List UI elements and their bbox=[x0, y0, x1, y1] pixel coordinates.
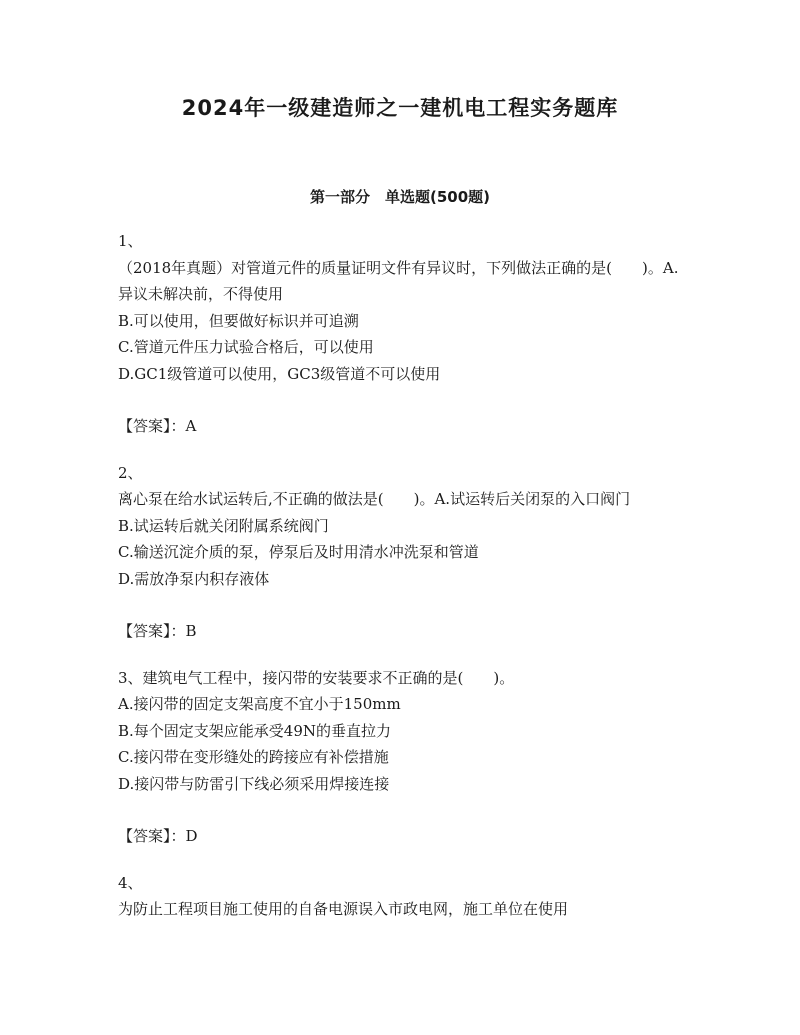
option-c: C.输送沉淀介质的泵，停泵后及时用清水冲洗泵和管道 bbox=[118, 543, 479, 561]
option-d: D.接闪带与防雷引下线必须采用焊接连接 bbox=[118, 774, 390, 793]
question-number: 4、 bbox=[118, 873, 143, 892]
option-b: B.每个固定支架应能承受49N的垂直拉力 bbox=[118, 721, 392, 740]
question-2 bbox=[118, 460, 688, 645]
section-title: 第一部分 单选题(500题) bbox=[309, 188, 491, 206]
answer-line bbox=[118, 618, 688, 645]
question-list bbox=[118, 228, 688, 923]
question-stem: 离心泵在给水试运转后,不正确的做法是( )。A.试运转后关闭泵的入口阀门 bbox=[118, 490, 631, 508]
document-title: 2024年一级建造师之一建机电工程实务题库 bbox=[181, 96, 619, 120]
question-stem: （2018年真题）对管道元件的质量证明文件有异议时，下列做法正确的是( )。A.异议未解决前，不得使用 bbox=[118, 258, 679, 303]
option-d: D.需放净泵内积存液体 bbox=[118, 569, 270, 588]
option-c: C.管道元件压力试验合格后，可以使用 bbox=[118, 338, 374, 356]
answer-label: 【答案】： bbox=[118, 827, 186, 845]
answer-value: B bbox=[185, 622, 197, 640]
question-number: 3、 bbox=[118, 668, 143, 687]
question-stem: 为防止工程项目施工使用的自备电源误入市政电网，施工单位在使用 bbox=[118, 900, 569, 918]
question-4 bbox=[118, 870, 688, 923]
answer-value: A bbox=[185, 417, 197, 435]
question-1 bbox=[118, 228, 688, 440]
option-d: D.GC1级管道可以使用，GC3级管道不可以使用 bbox=[118, 364, 441, 383]
question-3 bbox=[118, 665, 688, 850]
answer-value: D bbox=[185, 827, 198, 845]
answer-label: 【答案】： bbox=[118, 417, 186, 435]
option-b: B.可以使用，但要做好标识并可追溯 bbox=[118, 311, 359, 330]
option-a: A.接闪带的固定支架高度不宜小于150mm bbox=[118, 695, 401, 713]
option-c: C.接闪带在变形缝处的跨接应有补偿措施 bbox=[118, 748, 389, 766]
question-number: 2、 bbox=[118, 463, 143, 482]
question-stem-line bbox=[118, 665, 688, 692]
question-stem: 建筑电气工程中，接闪带的安装要求不正确的是( )。 bbox=[142, 668, 515, 687]
question-number: 1、 bbox=[118, 232, 143, 250]
answer-line bbox=[118, 413, 688, 440]
option-b: B.试运转后就关闭附属系统阀门 bbox=[118, 516, 329, 535]
answer-line bbox=[118, 823, 688, 850]
answer-label: 【答案】： bbox=[118, 622, 186, 640]
